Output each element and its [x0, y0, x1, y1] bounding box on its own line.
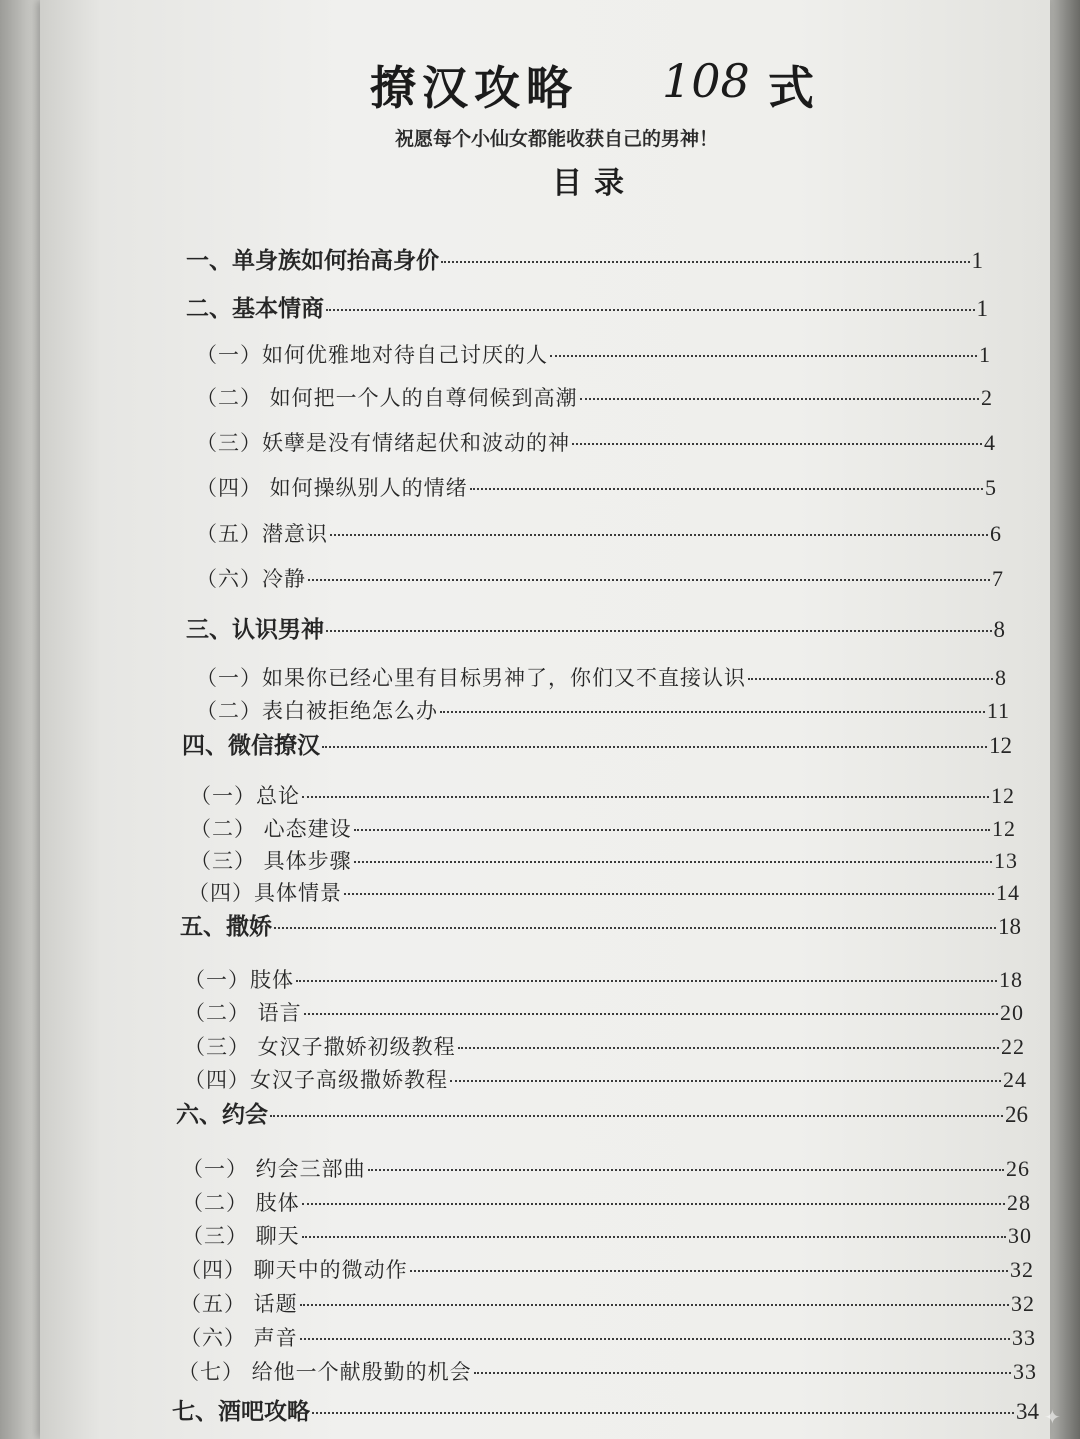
toc-page-number: 18 [999, 967, 1023, 992]
toc-entry-label: （二） 语言 [184, 1001, 302, 1025]
toc-page-number: 7 [992, 566, 1004, 591]
toc-section-row [184, 1064, 1027, 1094]
toc-page-number: 33 [1012, 1325, 1036, 1350]
dot-leader [441, 261, 970, 263]
toc-page-number: 26 [1006, 1156, 1030, 1181]
dot-leader [302, 1203, 1005, 1205]
toc-section-row [196, 339, 991, 369]
dot-leader [326, 630, 992, 632]
toc-page-number: 32 [1011, 1291, 1035, 1316]
toc-section-row [184, 997, 1024, 1027]
dot-leader [300, 1304, 1009, 1306]
toc-section-row [180, 1288, 1035, 1318]
toc-entry-label: 六、约会 [176, 1101, 268, 1128]
toc-entry-label: 三、认识男神 [186, 616, 324, 643]
dot-leader [572, 443, 982, 445]
toc-chapter-row [186, 611, 1005, 644]
toc-section-row [196, 427, 996, 457]
watermark-icon: ✦ [1044, 1405, 1061, 1429]
toc-entry-label: （四） 如何操纵别人的情绪 [196, 476, 468, 500]
toc-page-number: 5 [985, 475, 997, 500]
dot-leader [748, 678, 993, 680]
toc-page-number: 1 [976, 296, 988, 321]
toc-section-row [196, 382, 993, 412]
toc-page-number: 32 [1010, 1257, 1034, 1282]
dot-leader [580, 398, 979, 400]
toc-entry-label: （三）妖孽是没有情绪起伏和波动的神 [196, 431, 570, 455]
dot-leader [270, 1115, 1003, 1117]
toc-entry-label: （四） 聊天中的微动作 [180, 1258, 408, 1282]
toc-entry-label: （四）具体情景 [188, 881, 342, 905]
dot-leader [450, 1080, 1001, 1082]
toc-page-number: 8 [993, 617, 1005, 642]
toc-page-number: 12 [992, 816, 1016, 841]
toc-entry-label: （四）女汉子高级撒娇教程 [184, 1068, 448, 1092]
toc-section-row [196, 563, 1004, 593]
toc-page-number: 1 [979, 342, 991, 367]
toc-entry-label: 一、单身族如何抬高身价 [186, 247, 439, 274]
toc-entry-label: （三） 聊天 [182, 1224, 300, 1248]
dot-leader [458, 1047, 999, 1049]
page-title-suffix: 式 [768, 61, 814, 115]
toc-section-row [196, 695, 1010, 725]
dot-leader [308, 579, 990, 581]
toc-entry-label: 四、微信撩汉 [182, 732, 320, 759]
toc-entry-label: （一）总论 [190, 784, 300, 808]
dot-leader [440, 711, 985, 713]
toc-page-number: 8 [995, 665, 1007, 690]
toc-page-number: 18 [998, 914, 1021, 939]
toc-chapter-row [180, 908, 1021, 941]
toc-chapter-row [186, 290, 988, 323]
dot-leader [296, 980, 997, 982]
toc-section-row [196, 662, 1007, 692]
toc-entry-label: （二）表白被拒绝怎么办 [196, 699, 438, 723]
toc-entry-label: （二） 如何把一个人的自尊伺候到高潮 [196, 386, 578, 410]
toc-page-number: 12 [991, 783, 1015, 808]
toc-page-number: 33 [1013, 1359, 1037, 1384]
dot-leader [304, 1013, 998, 1015]
toc-section-row [178, 1356, 1037, 1386]
dot-leader [330, 534, 988, 536]
page-title: 撩汉攻略 [370, 61, 578, 115]
toc-chapter-row [186, 242, 983, 275]
toc-page-number: 20 [1000, 1000, 1024, 1025]
dot-leader [326, 309, 975, 311]
toc-entry-label: （六）冷静 [196, 567, 306, 591]
toc-chapter-row [176, 1096, 1028, 1129]
dot-leader [368, 1169, 1004, 1171]
dot-leader [300, 1338, 1010, 1340]
toc-entry-label: 五、撒娇 [180, 913, 272, 940]
toc-entry-label: 二、基本情商 [186, 295, 324, 322]
toc-section-row [182, 1187, 1031, 1217]
toc-page-number: 6 [990, 521, 1002, 546]
toc-page-number: 30 [1008, 1223, 1032, 1248]
toc-entry-label: （一）如何优雅地对待自己讨厌的人 [196, 343, 548, 367]
dot-leader [312, 1412, 1014, 1414]
toc-entry-label: （三） 具体步骤 [190, 849, 352, 873]
toc-page-number: 26 [1005, 1102, 1028, 1127]
dot-leader [474, 1372, 1011, 1374]
page-subtitle: 祝愿每个小仙女都能收获自己的男神！ [395, 128, 719, 150]
toc-entry-label: （二） 心态建设 [190, 817, 352, 841]
toc-section-row [188, 877, 1020, 907]
toc-chapter-row [172, 1393, 1039, 1426]
dot-leader [550, 355, 977, 357]
toc-section-row [190, 780, 1015, 810]
toc-page-number: 2 [981, 385, 993, 410]
toc-section-row [180, 1254, 1034, 1284]
toc-section-row [182, 1220, 1032, 1250]
toc-entry-label: （六） 声音 [180, 1326, 298, 1350]
toc-entry-label: （一）如果你已经心里有目标男神了，你们又不直接认识 [196, 666, 746, 690]
toc-page-number: 11 [986, 698, 1010, 723]
toc-entry-label: （二） 肢体 [182, 1191, 300, 1215]
toc-entry-label: （一）肢体 [184, 968, 294, 992]
toc-entry-label: （五）潜意识 [196, 522, 328, 546]
toc-page-number: 4 [984, 430, 996, 455]
toc-entry-label: （一） 约会三部曲 [182, 1157, 366, 1181]
toc-page-number: 1 [971, 248, 983, 273]
dot-leader [354, 861, 992, 863]
toc-page-number: 28 [1007, 1190, 1031, 1215]
toc-entry-label: （三） 女汉子撒娇初级教程 [184, 1035, 456, 1059]
toc-page-number: 13 [994, 848, 1018, 873]
dot-leader [410, 1270, 1008, 1272]
toc-section-row [190, 845, 1018, 875]
dot-leader [344, 893, 994, 895]
toc-entry-label: 七、酒吧攻略 [172, 1398, 310, 1425]
dot-leader [322, 746, 987, 748]
page-title-number: 108 [662, 54, 750, 108]
toc-page-number: 12 [989, 733, 1012, 758]
dot-leader [302, 1236, 1006, 1238]
toc-section-row [190, 813, 1016, 843]
toc-heading: 目录 [552, 166, 636, 201]
toc-section-row [184, 1031, 1025, 1061]
dot-leader [274, 927, 996, 929]
dot-leader [470, 488, 983, 490]
toc-section-row [196, 518, 1002, 548]
toc-section-row [182, 1153, 1030, 1183]
dot-leader [354, 829, 990, 831]
dot-leader [302, 796, 989, 798]
toc-page-number: 22 [1001, 1034, 1025, 1059]
toc-entry-label: （五） 话题 [180, 1292, 298, 1316]
toc-page-number: 14 [996, 880, 1020, 905]
toc-entry-label: （七） 给他一个献殷勤的机会 [178, 1360, 472, 1384]
toc-section-row [180, 1322, 1036, 1352]
toc-chapter-row [182, 727, 1012, 760]
toc-section-row [184, 964, 1023, 994]
toc-page-number: 34 [1016, 1399, 1039, 1424]
toc-section-row [196, 472, 997, 502]
toc-page-number: 24 [1003, 1067, 1027, 1092]
